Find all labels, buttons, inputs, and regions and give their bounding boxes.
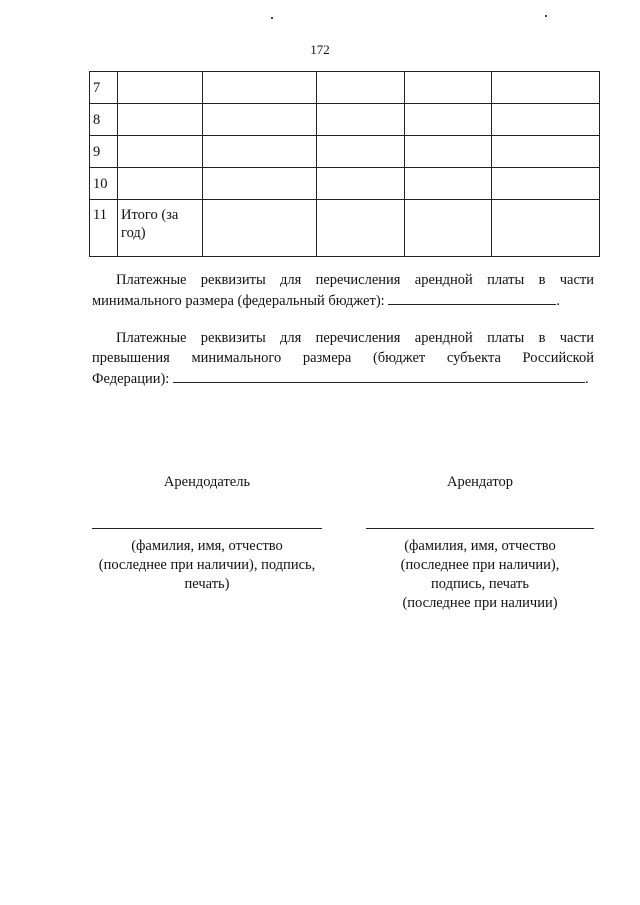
payment-details-federal: Платежные реквизиты для перечисления арендной платы в части минимального размера (федеральный бюджет): .	[92, 272, 594, 309]
table-cell	[118, 104, 203, 136]
table-cell	[492, 200, 600, 257]
scan-speck	[545, 15, 547, 17]
landlord-signature-line	[92, 528, 322, 529]
row-number-cell: 9	[90, 136, 118, 168]
table-cell	[405, 200, 492, 257]
table-cell	[203, 200, 317, 257]
scan-speck	[271, 17, 273, 19]
landlord-signature-caption: (фамилия, имя, отчество (последнее при наличии), подпись, печать)	[98, 538, 316, 592]
tenant-signature-caption: (фамилия, имя, отчество (последнее при наличии), подпись, печать (последнее при наличии)	[400, 538, 560, 611]
table-row	[90, 168, 600, 200]
table-cell	[203, 104, 317, 136]
table-cell	[492, 104, 600, 136]
row-number-cell: 8	[90, 104, 118, 136]
table-cell	[405, 104, 492, 136]
landlord-title: Арендодатель	[163, 474, 251, 490]
payment-details-text: Платежные реквизиты для перечисления арендной платы в части	[116, 330, 594, 346]
fill-in-line	[173, 368, 585, 383]
table-cell	[317, 104, 405, 136]
row-number-cell: 10	[90, 168, 118, 200]
payment-details-text: минимального размера (федеральный бюджет):	[92, 293, 385, 309]
total-label-line: год)	[121, 225, 146, 241]
table-cell	[317, 72, 405, 104]
payment-details-text: Федерации):	[92, 371, 170, 387]
payment-details-text: Платежные реквизиты для перечисления арендной платы в части	[116, 272, 594, 288]
table-cell	[118, 72, 203, 104]
table-cell	[405, 168, 492, 200]
total-label-cell	[118, 200, 203, 257]
table-cell	[405, 72, 492, 104]
table-cell	[492, 136, 600, 168]
payment-details-regional: Платежные реквизиты для перечисления арендной платы в части превышения минимального размера (бюджет субъекта Российской Федерации): .	[92, 330, 594, 387]
table-row	[90, 136, 600, 168]
row-number-cell: 11	[90, 200, 118, 257]
total-label-line: Итого (за	[121, 207, 179, 223]
table-cell	[317, 136, 405, 168]
table-cell	[317, 168, 405, 200]
rent-payment-table	[89, 71, 600, 257]
tenant-signature-line	[366, 528, 594, 529]
table-cell	[118, 168, 203, 200]
table-cell	[317, 200, 405, 257]
table-cell	[492, 168, 600, 200]
table-cell	[492, 72, 600, 104]
table-cell	[203, 136, 317, 168]
row-number-cell: 7	[90, 72, 118, 104]
table-row-total	[90, 200, 600, 257]
page-number: 172	[310, 42, 330, 57]
table-cell	[203, 72, 317, 104]
table-cell	[118, 136, 203, 168]
table-cell	[203, 168, 317, 200]
table-row	[90, 104, 600, 136]
table-cell	[405, 136, 492, 168]
tenant-title: Арендатор	[446, 474, 513, 490]
table-row	[90, 72, 600, 104]
payment-details-text: превышения минимального размера (бюджет субъекта Российской	[92, 350, 594, 366]
fill-in-line	[388, 290, 556, 305]
